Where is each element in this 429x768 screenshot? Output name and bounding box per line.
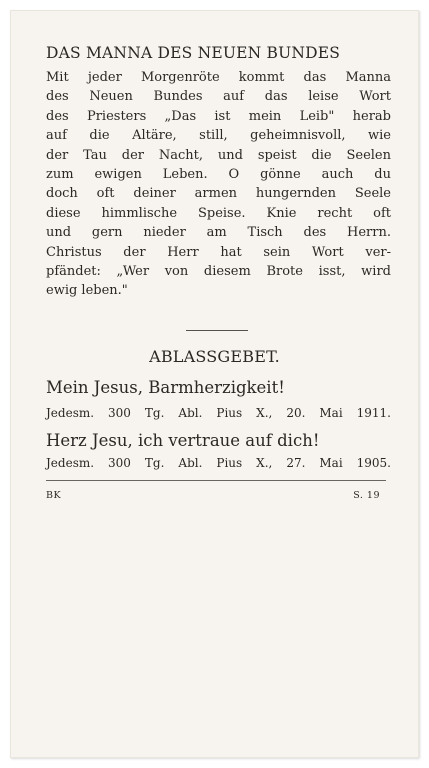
prayer-text: Herz Jesu, ich vertraue auf dich!: [46, 431, 320, 450]
body-line: der Tau der Nacht, und speist die Seelen: [46, 147, 391, 163]
body-line: doch oft deiner armen hungernden Seele: [46, 186, 391, 202]
footer-divider: [46, 480, 386, 481]
body-line: diese himmlische Speise. Knie recht oft: [46, 205, 391, 221]
indulgence-note: Jedesm. 300 Tg. Abl. Pius X., 20. Mai 1911.: [46, 406, 391, 420]
body-line: Christus der Herr hat sein Wort ver-: [46, 244, 391, 260]
prayer-text: Mein Jesus, Barmherzigkeit!: [46, 378, 285, 397]
body-line: ewig leben.": [46, 283, 128, 299]
body-line: pfändet: „Wer von diesem Brote isst, wird: [46, 264, 391, 280]
body-line: Mit jeder Morgenröte kommt das Manna: [46, 70, 391, 85]
body-line: auf die Altäre, still, geheimnisvoll, wie: [46, 128, 391, 144]
body-line: des Priesters „Das ist mein Leib" herab: [46, 108, 391, 124]
devotional-card: [10, 10, 419, 758]
body-line: zum ewigen Leben. O gönne auch du: [46, 167, 391, 183]
body-line: und gern nieder am Tisch des Herrn.: [46, 225, 391, 241]
body-text: [46, 68, 391, 301]
indulgence-note: Jedesm. 300 Tg. Abl. Pius X., 27. Mai 1905.: [46, 456, 391, 470]
section-divider: [186, 330, 248, 331]
card-title: DAS MANNA DES NEUEN BUNDES: [46, 44, 341, 62]
body-line: des Neuen Bundes auf das leise Wort: [46, 89, 391, 105]
publisher-mark: BK: [46, 490, 62, 501]
series-number: S. 19: [353, 490, 380, 501]
prayer-heading: ABLASSGEBET.: [149, 347, 280, 366]
